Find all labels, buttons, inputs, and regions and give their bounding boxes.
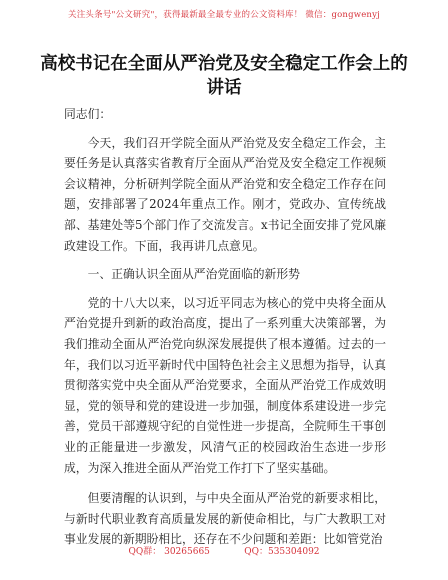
footer-contacts: QQ群： 30265665 QQ：535304092 xyxy=(128,547,320,557)
intro-paragraph: 今天，我们召开学院全面从严治党及安全稳定工作会，主要任务是认真落实省教育厅全面从严治党及安全稳定工作视频会议精神，分析研判学院全面从严治党和安全稳定工作存在问题，安排部署了2024年重点工作。刚才，党政办、宣传统战部、基建处等5个部门作了交流发言。x书记全面安排了党风廉政建设工作。下面，我再讲几点意见。 xyxy=(64,135,386,253)
salutation: 同志们： xyxy=(64,107,112,121)
section-paragraph-2: 但要清醒的认识到，与中央全面从严治党的新要求相比，与新时代职业教育高质量发展的新使命相比，与广大教职工对事业发展的新期盼相比，还存在不少问题和差距：比如管党治 xyxy=(64,491,386,547)
promo-banner: 关注头条号"公文研究"，获得最新最全最专业的公文资料库！ 微信：gongwenyj xyxy=(68,10,380,20)
document-body xyxy=(64,104,386,550)
document-title: 高校书记在全面从严治党及安全稳定工作会上的讲话 xyxy=(40,54,408,98)
section-heading: 一、正确认识全面从严治党面临的新形势 xyxy=(87,267,300,282)
section-paragraph-1: 党的十八大以来，以习近平同志为核心的党中央将全面从严治党提升到新的政治高度，提出了一系列重大决策部署，为我们推动全面从严治党向纵深发展提供了根本遵循。过去的一年，我们以习近平新时代中国特色社会主义思想为指导，认真贯彻落实党中央全面从严治党要求，全面从严治党工作成效明显，党的领导和党的建设进一步加强，制度体系建设进一步完善，党员干部遵规守纪的自觉性进一步提高，全院师生干事创业的正能量进一步激发，风清气正的校园政治生态进一步形成，为深入推进全面从严治党工作打下了坚实基础。 xyxy=(64,295,386,475)
